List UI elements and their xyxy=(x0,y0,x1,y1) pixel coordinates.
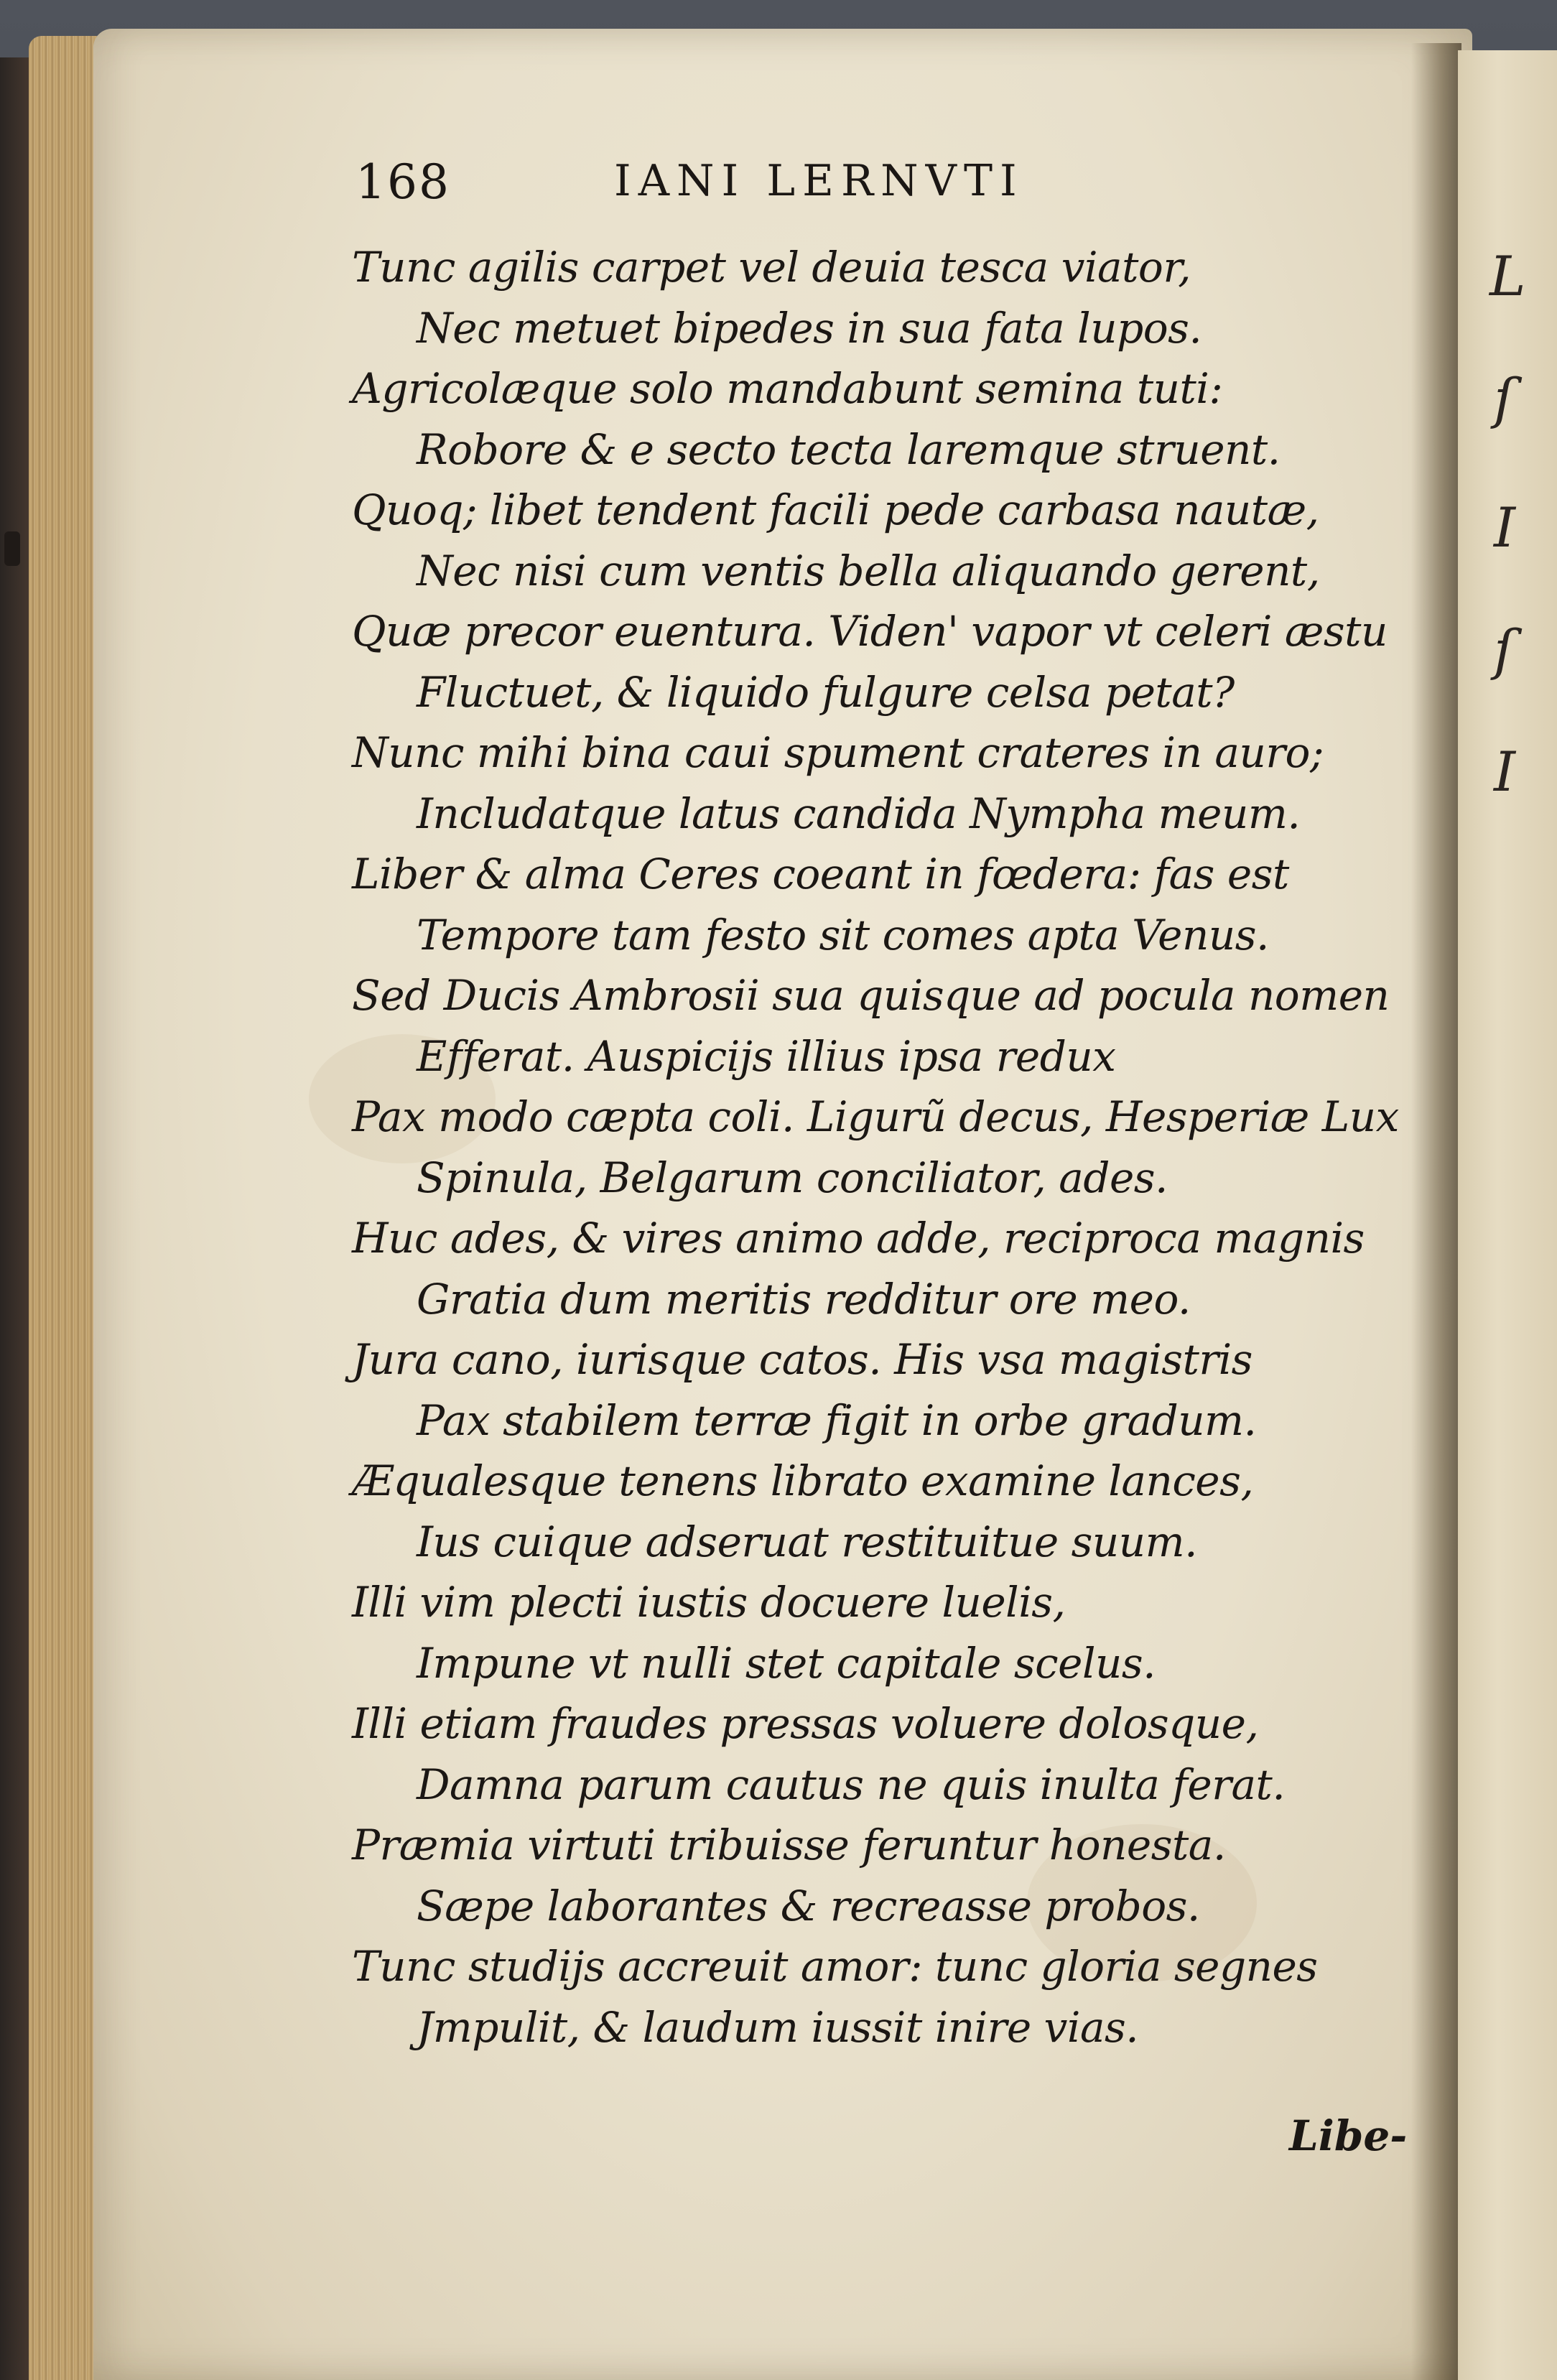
verse-line: Illi etiam fraudes pressas voluere dolosque, xyxy=(352,1699,1259,1748)
verse-line: Sed Ducis Ambrosii sua quisque ad pocula nomen xyxy=(352,971,1390,1020)
verse-line: Ius cuique adseruat restituitue suum. xyxy=(417,1517,1198,1566)
verse-line: Liber & alma Ceres coeant in fœdera: fas est xyxy=(352,850,1289,898)
verse-line: Tunc studijs accreuit amor: tunc gloria segnes xyxy=(352,1942,1318,1991)
facing-page-glyph: ſ xyxy=(1494,366,1515,430)
facing-page-glyph: L xyxy=(1489,244,1526,308)
verse-line: Huc ades, & vires animo adde, reciproca magnis xyxy=(352,1214,1365,1263)
verse-line: Nec metuet bipedes in sua fata lupos. xyxy=(417,303,1202,353)
verse-line: Pax modo cæpta coli. Ligurũ decus, Hesperiæ Lux xyxy=(352,1092,1399,1141)
facing-page-glyph: ſ xyxy=(1494,618,1515,682)
verse-line: Illi vim plecti iustis docuere luelis, xyxy=(352,1578,1066,1627)
verse-line: Quoq; libet tendent facili pede carbasa nautæ, xyxy=(352,485,1319,534)
verse-line: Impune vt nulli stet capitale scelus. xyxy=(417,1638,1156,1688)
verse-line: Jura cano, iurisque catos. His vsa magistris xyxy=(352,1335,1252,1384)
verse-line: Includatque latus candida Nympha meum. xyxy=(417,789,1301,838)
verse-line: Fluctuet, & liquido fulgure celsa petat? xyxy=(417,667,1235,717)
facing-page-glyph: I xyxy=(1494,496,1516,559)
verse-line: Damna parum cautus ne quis inulta ferat. xyxy=(417,1760,1286,1809)
verse-line: Tempore tam festo sit comes apta Venus. xyxy=(417,910,1269,959)
verse-line: Nec nisi cum ventis bella aliquando gerent, xyxy=(417,546,1320,595)
verse-line: Æqualesque tenens librato examine lances, xyxy=(352,1456,1254,1505)
verse-line: Robore & e secto tecta laremque struent. xyxy=(417,424,1281,474)
verse-line: Præmia virtuti tribuisse feruntur honesta. xyxy=(352,1821,1226,1869)
verse-line: Nunc mihi bina caui spument crateres in auro; xyxy=(352,728,1324,777)
verse-line: Sæpe laborantes & recreasse probos. xyxy=(417,1881,1200,1930)
verse-line: Gratia dum meritis redditur ore meo. xyxy=(417,1274,1191,1324)
verse-line: Pax stabilem terræ figit in orbe gradum. xyxy=(417,1395,1257,1445)
facing-page xyxy=(1458,50,1557,2380)
clasp xyxy=(4,531,20,566)
running-head: IANI LERNVTI xyxy=(614,156,1024,206)
verse-line: Tunc agilis carpet vel deuia tesca viator, xyxy=(352,243,1191,292)
verse-line: Quæ precor euentura. Viden' vapor vt celeri æstu xyxy=(352,607,1388,656)
catchword: Libe- xyxy=(1289,2111,1408,2160)
verse-block xyxy=(352,237,1415,2058)
verse-line: Efferat. Auspicijs illius ipsa redux xyxy=(417,1031,1116,1081)
page-number: 168 xyxy=(355,154,450,210)
gutter-shadow xyxy=(1411,43,1461,2380)
page-header xyxy=(355,154,1289,219)
verse-line: Agricolæque solo mandabunt semina tuti: xyxy=(352,364,1223,413)
verse-line: Spinula, Belgarum conciliator, ades. xyxy=(417,1153,1168,1202)
verse-line: Jmpulit, & laudum iussit inire vias. xyxy=(417,2002,1139,2052)
facing-page-glyph: I xyxy=(1494,740,1516,804)
